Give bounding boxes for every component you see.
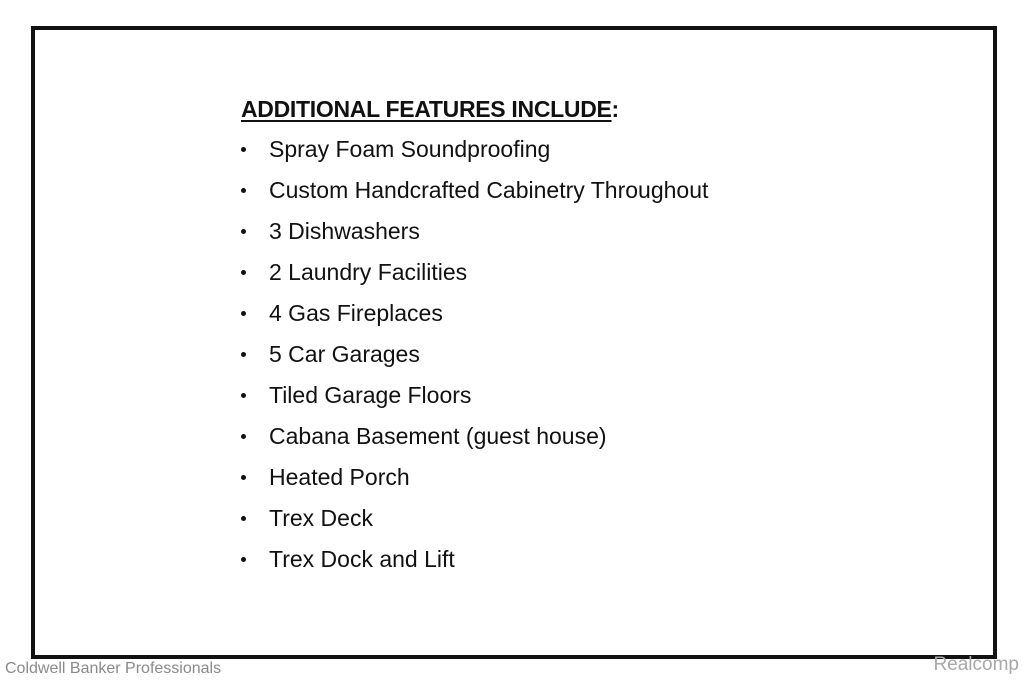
features-heading xyxy=(241,94,841,124)
features-heading-text: ADDITIONAL FEATURES INCLUDE xyxy=(241,96,612,122)
features-heading-colon: : xyxy=(611,96,619,122)
feature-item xyxy=(241,134,841,175)
feature-item xyxy=(241,503,841,544)
bullet-icon xyxy=(241,147,246,152)
feature-label: Spray Foam Soundproofing xyxy=(269,136,551,162)
feature-item xyxy=(241,462,841,503)
bullet-icon xyxy=(241,352,246,357)
feature-label: Custom Handcrafted Cabinetry Throughout xyxy=(269,177,709,203)
brokerage-watermark: Coldwell Banker Professionals xyxy=(5,660,222,677)
feature-item xyxy=(241,216,841,257)
bullet-icon xyxy=(241,557,246,562)
feature-label: Cabana Basement (guest house) xyxy=(269,423,607,449)
feature-card-frame xyxy=(31,26,997,659)
feature-label: Trex Deck xyxy=(269,505,373,531)
feature-item xyxy=(241,298,841,339)
feature-label: Heated Porch xyxy=(269,464,410,490)
bullet-icon xyxy=(241,393,246,398)
bullet-icon xyxy=(241,229,246,234)
bullet-icon xyxy=(241,434,246,439)
bullet-icon xyxy=(241,188,246,193)
bullet-icon xyxy=(241,516,246,521)
feature-item xyxy=(241,257,841,298)
feature-label: 4 Gas Fireplaces xyxy=(269,300,443,326)
feature-item xyxy=(241,175,841,216)
feature-label: 2 Laundry Facilities xyxy=(269,259,468,285)
bullet-icon xyxy=(241,311,246,316)
bullet-icon xyxy=(241,270,246,275)
features-list xyxy=(241,134,841,585)
bullet-icon xyxy=(241,475,246,480)
feature-item xyxy=(241,544,841,585)
mls-watermark: Realcomp xyxy=(933,654,1019,675)
feature-label: 5 Car Garages xyxy=(269,341,420,367)
feature-item xyxy=(241,380,841,421)
feature-item xyxy=(241,339,841,380)
feature-item xyxy=(241,421,841,462)
feature-card-content xyxy=(241,94,841,585)
feature-label: Trex Dock and Lift xyxy=(269,546,455,572)
feature-label: Tiled Garage Floors xyxy=(269,382,472,408)
feature-label: 3 Dishwashers xyxy=(269,218,420,244)
